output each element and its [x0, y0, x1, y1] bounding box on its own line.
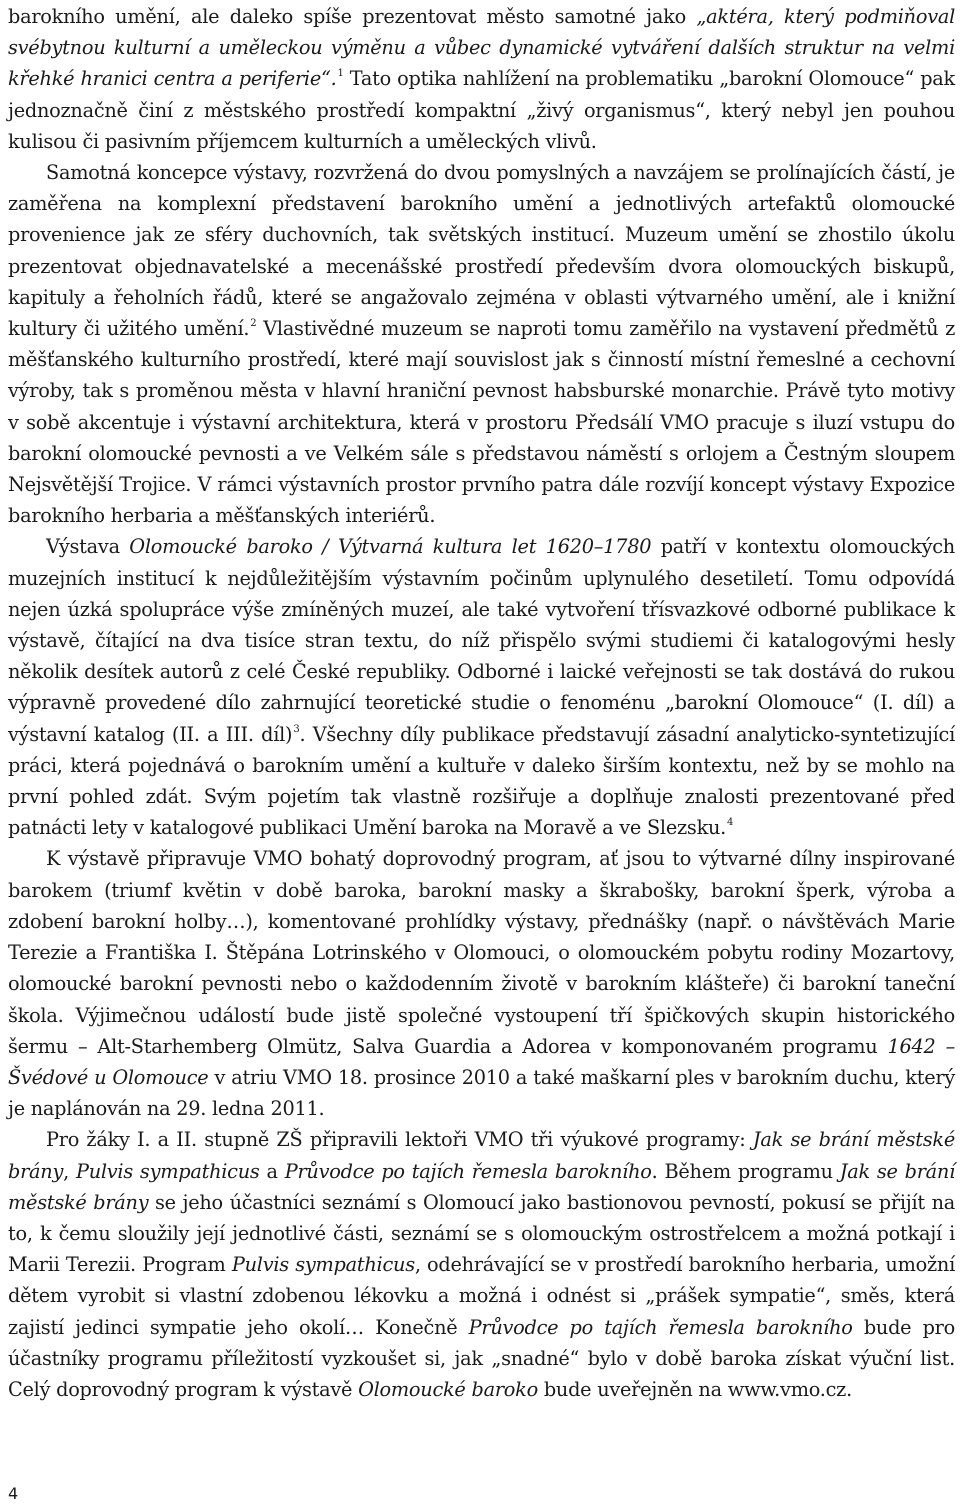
text-run: v atriu VMO 18. prosince 2010 a také maškarní ples v barokním duchu, který je naplánován na 29. ledna 2011. [8, 1065, 955, 1121]
italic-text: 1642 – Švédové u Olomouce [8, 1034, 955, 1089]
text-run: Pro žáky I. a II. stupně ZŠ připravili lektoři VMO tři výukové programy: [46, 1128, 753, 1152]
footnote-ref: 2 [250, 318, 257, 330]
paragraph-publication [8, 531, 955, 843]
italic-text: Průvodce po tajích řemesla barokního [468, 1315, 853, 1339]
text-run: a [259, 1159, 285, 1183]
text-run: bude uveřejněn na www.vmo.cz. [537, 1377, 852, 1401]
italic-text: Průvodce po tajích řemesla barokního [284, 1159, 652, 1183]
paragraph-accompanying-program [8, 843, 955, 1124]
text-run: . Všechny díly publikace představují zásadní analyticko-syntetizující práci, která pojednává o barokním umění a kultuře v daleko širším kontextu, než by se mohlo na první pohled zdát. Svým pojetím tak vlastně rozšiřuje a doplňuje znalosti prezentované před patnácti lety v katalogové publikaci Umění baroka na Moravě a ve Slezsku. [8, 722, 955, 840]
text-run: Výstava [46, 535, 130, 559]
text-run: , [63, 1159, 76, 1183]
page-number: 4 [8, 1484, 19, 1503]
text-run: patří v kontextu olomouckých muzejních institucí k nejdůležitějším výstavním počinům uplynulého desetiletí. Tomu odpovídá nejen úzká spolupráce výše zmíněných muzeí, ale také vytvoření třísvazkové odborné publikace k výstavě, čítající na dva tisíce stran textu, do níž přispělo svými studiemi či katalogovými hesly několik desítek autorů z celé České republiky. Odborné i laické veřejnosti se tak dostává do rukou výpravně provedené dílo zahrnující teoretické studie o fenoménu „barokní Olomouce“ (I. díl) a výstavní katalog (II. a III. díl) [8, 535, 955, 746]
text-run: , odehrávající se v prostředí barokního herbaria, umožní dětem vyrobit si vlastní zdobenou lékovku a možná i odnést si „prášek sympatie“, směs, která zajistí jedinci sympatie jeho okolí… Konečně [8, 1253, 955, 1339]
text-run: bude pro účastníky programu příležitostí vyzkoušet si, jak „snadné“ bylo v době baroka získat výuční list. Celý doprovodný program k výstavě [8, 1315, 955, 1401]
text-run: K výstavě připravuje VMO bohatý doprovodný program, ať jsou to výtvarné dílny inspirované barokem (triumf květin v době baroka, barokní masky a škrabošky, barokní šperk, výroba a zdobení barokní holby…), komentované prohlídky výstavy, přednášky (např. o návštěvách Marie Terezie a Františka I. Štěpána Lotrinského v Olomouci, o olomouckém pobytu rodiny Mozartovy, olomoucké barokní pevnosti nebo o každodenním životě v barokním klášteře) či barokní taneční škola. Výjimečnou událostí bude jistě společné vystoupení tří špičkových skupin historického šermu – Alt-Starhemberg Olmütz, Salva Guardia a Adorea v komponovaném programu [8, 847, 955, 1058]
footnote-ref: 3 [293, 723, 300, 735]
text-run: barokního umění, ale daleko spíše prezentovat město samotné jako [8, 5, 697, 28]
paragraph-intro [8, 1, 955, 157]
italic-text: Jak se brání městské brány [8, 1159, 955, 1214]
italic-text: „aktéra, který podmiňoval svébytnou kulturní a uměleckou výměnu a vůbec dynamické vytváření dalších struktur na velmi křehké hranici centra a periferie“. [8, 5, 956, 91]
italic-text: Olomoucké baroko [358, 1377, 538, 1401]
text-run: se jeho účastníci seznámí s Olomoucí jako bastionovou pevností, pokusí se přijít na to, k čemu sloužily její jednotlivé části, seznámí se s olomouckým ostrostřelcem a možná potkají i Marii Terezii. Program [8, 1190, 955, 1277]
text-run: Vlastivědné muzeum se naproti tomu zaměřilo na vystavení předmětů z měšťanského kulturního prostředí, které mají souvislost jak s činností místní řemeslné a cechovní výroby, tak s proměnou města v hlavní hraniční pevnost habsburské monarchie. Právě tyto motivy v sobě akcentuje i výstavní architektura, která v prostoru Předsálí VMO pracuje s iluzí vstupu do barokní olomoucké pevnosti a ve Velkém sále s představou náměstí s orlojem a Čestným sloupem Nejsvětější Trojice. V rámci výstavních prostor prvního patra dále rozvíjí koncept výstavy Expozice barokního herbaria a měšťanských interiérů. [8, 317, 955, 528]
text-run: . Během programu [651, 1159, 840, 1183]
italic-text: Jak se brání městské brány [8, 1128, 955, 1183]
article-body [8, 0, 955, 1405]
footnote-ref: 1 [337, 68, 344, 80]
italic-text: Pulvis sympathicus [231, 1253, 415, 1277]
paragraph-exhibition-concept [8, 157, 955, 531]
text-run: Tato optika nahlížení na problematiku „barokní Olomouce“ pak jednoznačně činí z městského prostředí kompaktní „živý organismus“, který nebyl jen pouhou kulisou či pasivním příjemcem kulturních a uměleckých vlivů. [8, 67, 955, 153]
text-run: Samotná koncepce výstavy, rozvržená do dvou pomyslných a navzájem se prolínajících částí, je zaměřena na komplexní představení barokního umění a jednotlivých artefaktů olomoucké provenience jak ze sféry duchovních, tak světských institucí. Muzeum umění se zhostilo úkolu prezentovat objednavatelské a mecenášské prostředí především dvora olomouckých biskupů, kapituly a řeholních řádů, které se angažovalo zejména v oblasti výtvarného umění, ale i knižní kultury či užitého umění. [8, 161, 955, 341]
italic-text: Pulvis sympathicus [75, 1159, 260, 1183]
paragraph-school-programs [8, 1124, 955, 1405]
italic-text: Olomoucké baroko / Výtvarná kultura let 1620–1780 [129, 535, 652, 559]
footnote-ref: 4 [727, 817, 734, 829]
